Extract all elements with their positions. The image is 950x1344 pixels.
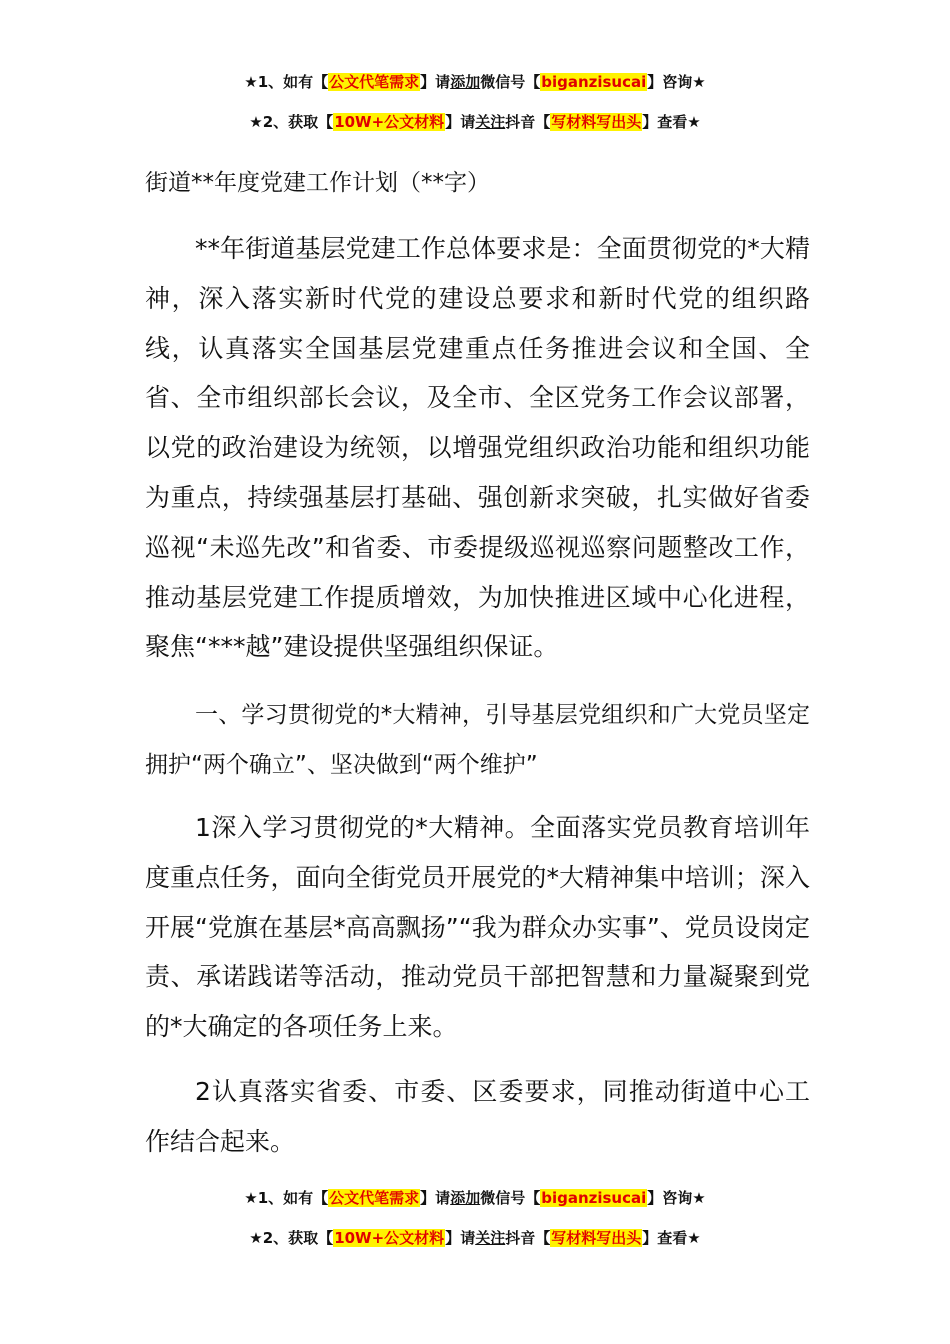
underlined-add: 添加 <box>450 1189 481 1207</box>
banner-text: 】查看★ <box>642 113 701 131</box>
underlined-follow: 关注 <box>475 1229 506 1247</box>
top-banner-line-1 <box>0 72 950 92</box>
bottom-banner-line-1 <box>0 1188 950 1208</box>
highlight-service: 公文代笔需求 <box>329 73 420 91</box>
paragraph-intro: **年街道基层党建工作总体要求是：全面贯彻党的*大精神，深入落实新时代党的建设总要求和新时代党的组织路线，认真落实全国基层党建重点任务推进会议和全国、全省、全市组织部长会议，及全市、全区党务工作会议部署，以党的政治建设为统领，以增强党组织政治功能和组织功能为重点，持续强基层打基础、强创新求突破，扎实做好省委巡视“未巡先改”和省委、市委提级巡视巡察问题整改工作，推动基层党建工作提质增效，为加快推进区域中心化进程，聚焦“***越”建设提供坚强组织保证。 <box>145 234 810 662</box>
banner-text: ★1、如有【 <box>244 73 329 91</box>
highlight-materials: 10W+公文材料 <box>334 1229 445 1247</box>
bottom-banner-line-2 <box>0 1228 950 1248</box>
highlight-wechat-id: biganzisucai <box>541 1189 647 1207</box>
underlined-follow: 关注 <box>475 113 506 131</box>
banner-text: 】查看★ <box>642 1229 701 1247</box>
highlight-douyin: 写材料写出头 <box>551 1229 642 1247</box>
banner-text: ★1、如有【 <box>244 1189 329 1207</box>
banner-text: 】咨询★ <box>647 1189 706 1207</box>
banner-text: 微信号【 <box>480 1189 541 1207</box>
highlight-wechat-id: biganzisucai <box>541 73 647 91</box>
underlined-add: 添加 <box>450 73 481 91</box>
highlight-materials: 10W+公文材料 <box>334 113 445 131</box>
banner-text: 】请 <box>445 1229 476 1247</box>
banner-text: ★2、获取【 <box>249 1229 334 1247</box>
banner-text: 微信号【 <box>480 73 541 91</box>
banner-text: 】请 <box>445 113 476 131</box>
highlight-douyin: 写材料写出头 <box>551 113 642 131</box>
banner-text: 】请 <box>420 73 451 91</box>
banner-text: 】请 <box>420 1189 451 1207</box>
paragraph-item-2: 2认真落实省委、市委、区委要求，同推动街道中心工作结合起来。 <box>145 1077 810 1156</box>
top-banner-line-2 <box>0 112 950 132</box>
section-heading-1: 一、学习贯彻党的*大精神，引导基层党组织和广大党员坚定拥护“两个确立”、坚决做到“两个维护” <box>145 702 810 778</box>
banner-text: 抖音【 <box>505 113 551 131</box>
banner-text: 抖音【 <box>505 1229 551 1247</box>
document-title: 街道**年度党建工作计划（**字） <box>145 170 490 196</box>
banner-text: ★2、获取【 <box>249 113 334 131</box>
banner-text: 】咨询★ <box>647 73 706 91</box>
highlight-service: 公文代笔需求 <box>329 1189 420 1207</box>
paragraph-item-1: 1深入学习贯彻党的*大精神。全面落实党员教育培训年度重点任务，面向全街党员开展党的*大精神集中培训；深入开展“党旗在基层*高高飘扬”“我为群众办实事”、党员设岗定责、承诺践诺等活动，推动党员干部把智慧和力量凝聚到党的*大确定的各项任务上来。 <box>145 813 810 1042</box>
